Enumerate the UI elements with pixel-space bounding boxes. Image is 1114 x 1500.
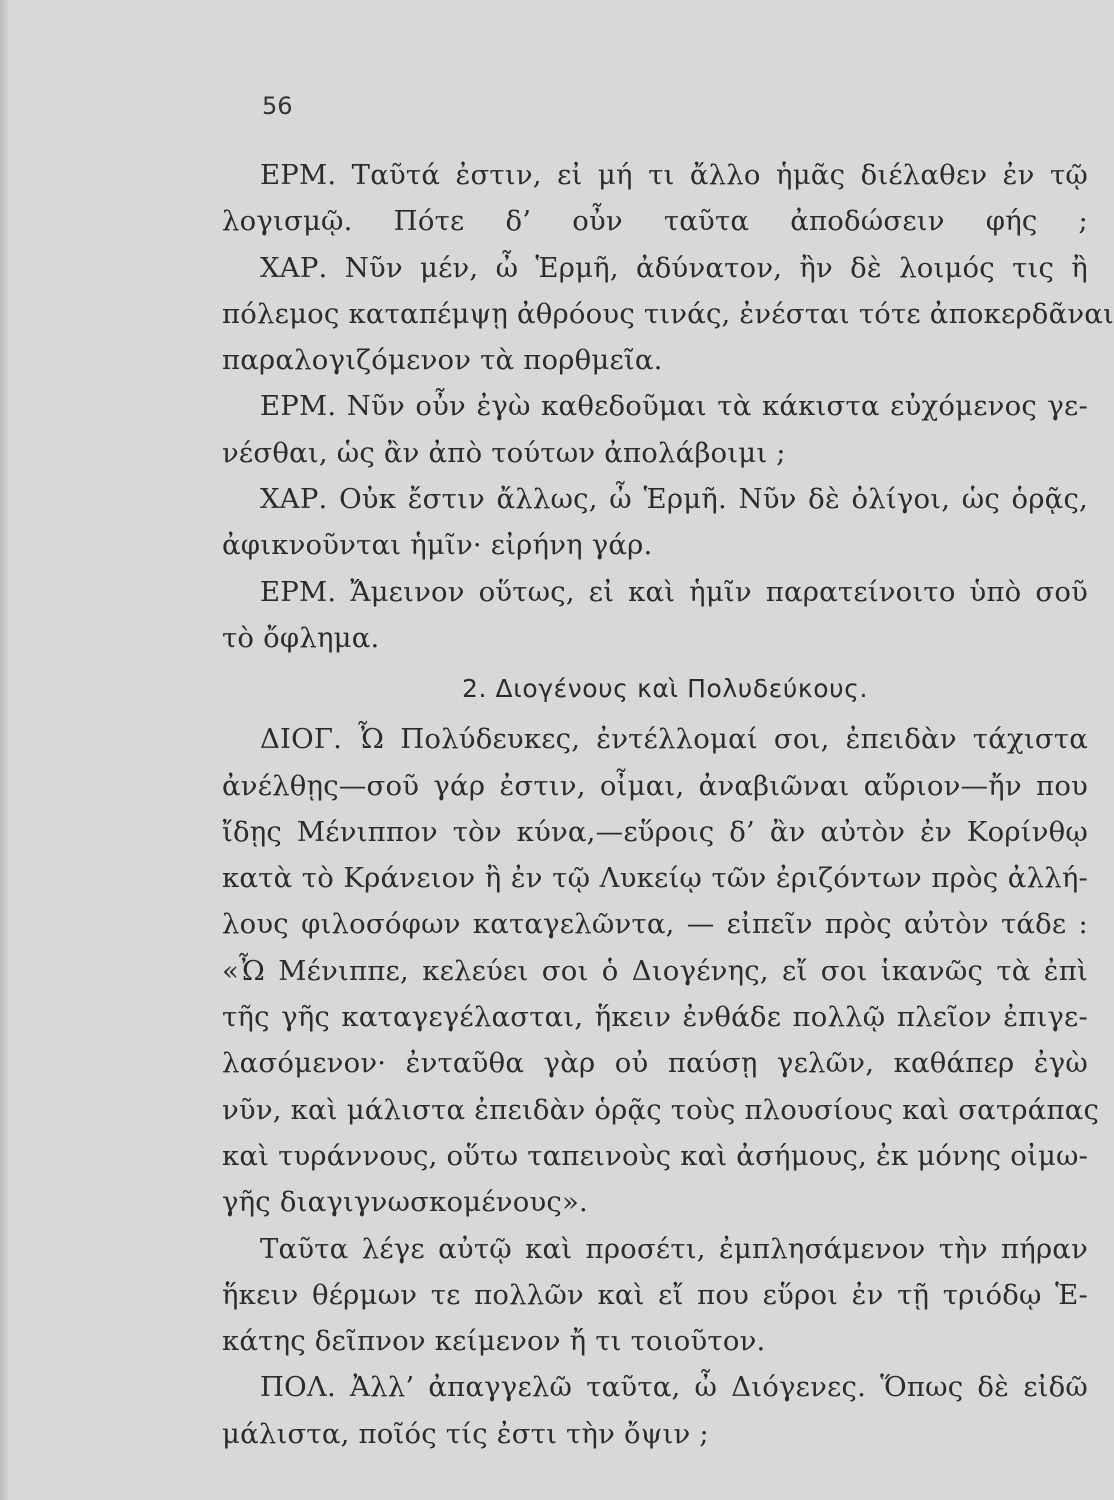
text-line: ἀφικνοῦνται ἡμῖν· εἰρήνη γάρ.: [222, 529, 653, 562]
text-line: ΕΡΜ. Ταῦτά ἐστιν, εἰ μή τι ἄλλο ἡμᾶς διέλαθεν ἐν τῷ: [260, 159, 1088, 191]
text-line: νῦν, καὶ μάλιστα ἐπειδὰν ὁρᾷς τοὺς πλουσίους καὶ σατράπας: [222, 1093, 1100, 1126]
text-line: ἴδῃς Μένιππον τὸν κύνα,—εὕροις δ’ ἂν αὐτὸν ἐν Κορίνθῳ: [222, 815, 1088, 848]
text-line: κάτης δεῖπνον κείμενον ἤ τι τοιοῦτον.: [222, 1325, 766, 1358]
text-line: κατὰ τὸ Κράνειον ἢ ἐν τῷ Λυκείῳ τῶν ἐριζόντων πρὸς ἀλλή-: [222, 862, 1088, 895]
text-line: ΔΙΟΓ. Ὦ Πολύδευκες, ἐντέλλομαί σοι, ἐπειδὰν τάχιστα: [260, 723, 1088, 756]
binding-edge: [0, 0, 8, 1500]
text-line: μάλιστα, ποῖός τίς ἐστι τὴν ὄψιν ;: [222, 1417, 709, 1450]
text-line: ἀνέλθῃς—σοῦ γάρ ἐστιν, οἶμαι, ἀναβιῶναι αὔριον—ἤν που: [222, 769, 1088, 802]
text-line: ΧΑΡ. Νῦν μέν, ὦ Ἑρμῆ, ἀδύνατον, ἢν δὲ λοιμός τις ἢ: [260, 251, 1088, 284]
text-line: τὸ ὄφλημα.: [222, 621, 380, 654]
section-title: 2. Διογένους καὶ Πολυδεύκους.: [461, 674, 869, 704]
body-text: [222, 152, 1114, 1457]
text-line: «Ὦ Μένιππε, κελεύει σοι ὁ Διογένης, εἴ σοι ἱκανῶς τὰ ἐπὶ: [222, 954, 1088, 987]
text-line: γῆς διαγιγνωσκομένους».: [222, 1186, 588, 1219]
text-line: λογισμῷ. Πότε δ’ οὖν ταῦτα ἀποδώσειν φής ;: [222, 205, 1088, 238]
text-line: ΕΡΜ. Ἄμεινον οὕτως, εἰ καὶ ἡμῖν παρατείνοιτο ὑπὸ σοῦ: [260, 575, 1088, 608]
text-line: νέσθαι, ὡς ἂν ἀπὸ τούτων ἀπολάβοιμι ;: [222, 436, 786, 469]
text-line: ΠΟΛ. Ἀλλ’ ἀπαγγελῶ ταῦτα, ὦ Διόγενες. Ὅπως δὲ εἰδῶ: [260, 1371, 1088, 1404]
text-line: τῆς γῆς καταγεγέλασται, ἥκειν ἐνθάδε πολλῷ πλεῖον ἐπιγε-: [222, 1001, 1088, 1034]
page-number: 56: [262, 92, 293, 120]
text-line: καὶ τυράννους, οὕτω ταπεινοὺς καὶ ἀσήμους, ἐκ μόνης οἰμω-: [222, 1139, 1089, 1172]
text-line: λους φιλοσόφων καταγελῶντα, — εἰπεῖν πρὸς αὐτὸν τάδε :: [222, 908, 1088, 941]
text-line: ΕΡΜ. Νῦν οὖν ἐγὼ καθεδοῦμαι τὰ κάκιστα εὐχόμενος γε-: [260, 390, 1088, 423]
text-line: πόλεμος καταπέμψῃ ἀθρόους τινάς, ἐνέσται τότε ἀποκερδᾶναι: [222, 297, 1114, 330]
text-line: Ταῦτα λέγε αὐτῷ καὶ προσέτι, ἐμπλησάμενον τὴν πήραν: [260, 1232, 1088, 1265]
text-line: λασόμενον· ἐνταῦθα γὰρ οὐ παύσῃ γελῶν, καθάπερ ἐγὼ: [222, 1047, 1088, 1080]
text-line: ΧΑΡ. Οὐκ ἔστιν ἄλλως, ὦ Ἑρμῆ. Νῦν δὲ ὀλίγοι, ὡς ὁρᾷς,: [260, 483, 1088, 516]
text-line: παραλογιζόμενον τὰ πορθμεῖα.: [222, 344, 663, 377]
text-line: ἥκειν θέρμων τε πολλῶν καὶ εἴ που εὕροι ἐν τῇ τριόδῳ Ἑ-: [222, 1278, 1088, 1311]
